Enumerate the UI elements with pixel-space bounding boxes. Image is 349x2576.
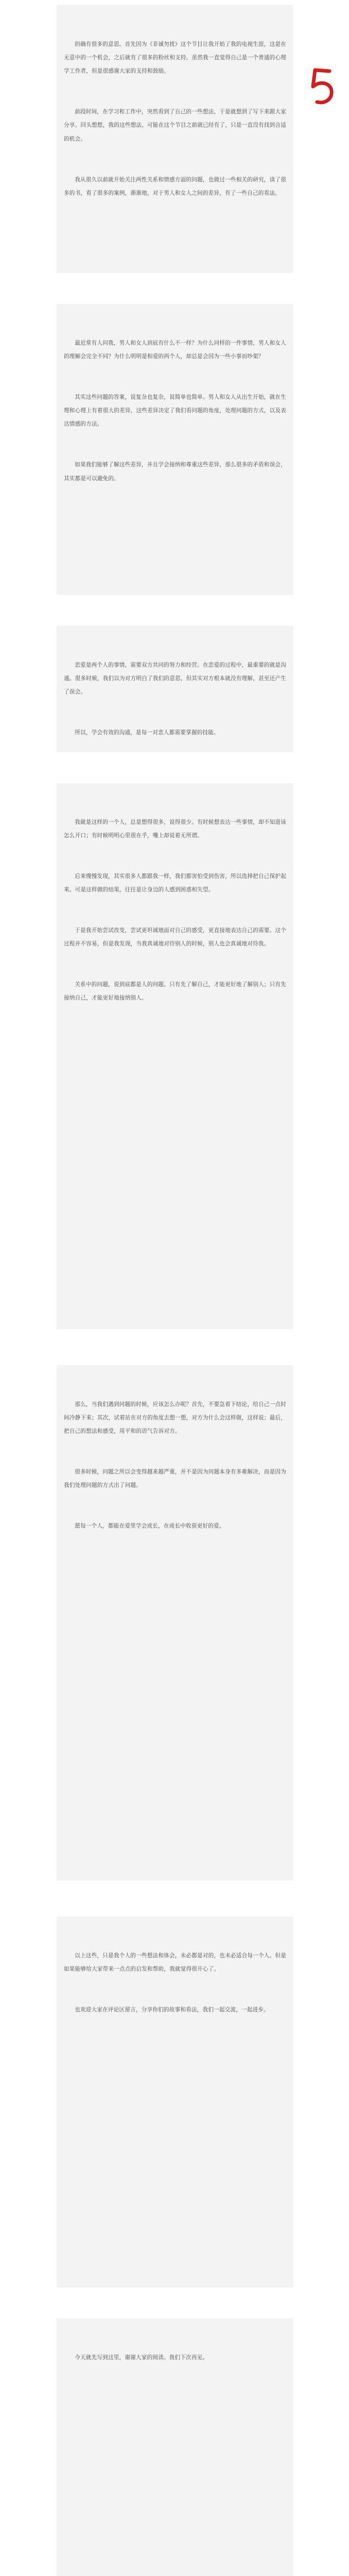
paragraph: 如果我们能够了解这些差异，并且学会接纳和尊重这些差异，那么很多的矛盾和误会，其实都是可以避免的。	[64, 462, 286, 482]
panel-7-text	[64, 2324, 286, 2391]
paragraph: 所以，学会有效的沟通，是每一对恋人都需要掌握的技能。	[75, 730, 219, 736]
panel-4-text	[64, 788, 286, 1032]
text-panel-5	[57, 1365, 293, 1880]
paragraph: 后来慢慢发现，其实很多人都跟我一样，我们都害怕受到伤害，所以选择把自己保护起来。可是这样做的结果，往往是让身边的人感到困惑和失望。	[64, 873, 286, 893]
number-five-marker	[305, 66, 339, 108]
text-panel-6	[57, 1917, 293, 2287]
paragraph: 很多时候，问题之所以会变得越来越严重，并不是因为问题本身有多难解决，而是因为我们处理问题的方式出了问题。	[64, 1469, 286, 1489]
text-panel-2	[57, 304, 293, 595]
panel-6-text	[64, 1922, 286, 2044]
text-panel-1	[57, 5, 293, 273]
number-five-top-bar	[315, 70, 329, 71]
text-panel-3	[57, 626, 293, 752]
paragraph: 那么，当我们遇到问题的时候，应该怎么办呢？首先，不要急着下结论，给自己一点时间冷静下来；其次，试着站在对方的角度去想一想，对方为什么会这样做，这样说；最后，把自己的想法和感受，用平和的语气告诉对方。	[64, 1401, 286, 1435]
paragraph: 其实这些问题的答案，说复杂也复杂，说简单也简单。男人和女人从出生开始，就在生理和心理上有着很大的差异，这些差异决定了我们看问题的角度，处理问题的方式，以及表达情感的方法。	[64, 394, 286, 428]
paragraph: 愿每一个人，都能在爱里学会成长，在成长中收获更好的爱。	[75, 1523, 225, 1530]
paragraph: 我从很久以前就开始关注两性关系和情感方面的问题，也做过一些相关的研究，读了很多的书，看了很多的案例，渐渐地，对于男人和女人之间的差异，有了一些自己的看法。	[64, 176, 286, 196]
number-five-stroke	[313, 70, 331, 103]
paragraph: 的确有很多的意思。首先因为《非诚勿扰》这个节目让我开始了我的电视生涯，这是在无意中的一个机会，之后就有了很多的粉丝和支持，虽然我一直觉得自己是一个普通的心理学工作者，但是很感谢大家的支持和鼓励。	[64, 41, 286, 75]
paragraph: 也欢迎大家在评论区留言，分享你们的故事和看法，我们一起交流，一起进步。	[75, 2006, 269, 2013]
panel-2-text	[64, 309, 286, 512]
text-panel-4	[57, 783, 293, 1329]
paragraph: 以上这些，只是我个人的一些想法和体会，未必都是对的，也未必适合每一个人。但是如果能够给大家带来一点点的启发和帮助，我就觉得很开心了。	[64, 1952, 286, 1972]
paragraph: 最近常有人问我，男人和女人到底有什么不一样？为什么同样的一件事情，男人和女人的理解会完全不同？为什么明明是相爱的两个人，却总是会因为一些小事而吵架？	[64, 340, 286, 360]
panel-5-text	[64, 1370, 286, 1560]
paragraph: 前段时间，在学习和工作中，突然看到了自己的一些想法，于是就想到了写下来跟大家分享。回头想想，我的这些想法，可能在这个节目之前就已经有了，只是一直没有找到合适的机会。	[64, 109, 286, 142]
paragraph: 于是我开始尝试改变，尝试更坦诚地面对自己的感受，更直接地表达自己的需要。这个过程并不容易，但是我发现，当我真诚地对待别人的时候，别人也会真诚地对待我。	[64, 927, 286, 947]
panel-1-text	[64, 10, 286, 227]
text-panel-7	[57, 2318, 293, 2576]
paragraph: 我就是这样的一个人，总是想得很多，说得很少。有时候想表达一些事情，却不知道该怎么开口；有时候明明心里很在乎，嘴上却说着无所谓。	[64, 819, 286, 839]
paragraph: 今天就先写到这里，谢谢大家的阅读。我们下次再见。	[75, 2354, 208, 2361]
paragraph: 恋爱是两个人的事情，需要双方共同的努力和经营。在恋爱的过程中，最重要的就是沟通。很多时候，我们以为对方明白了我们的意思，但其实对方根本就没有理解，甚至还产生了误会。	[64, 662, 286, 696]
panel-3-text	[64, 631, 286, 752]
paragraph: 关系中的问题，说到底都是人的问题。只有先了解自己，才能更好地了解别人；只有先接纳自己，才能更好地接纳别人。	[64, 981, 286, 1002]
